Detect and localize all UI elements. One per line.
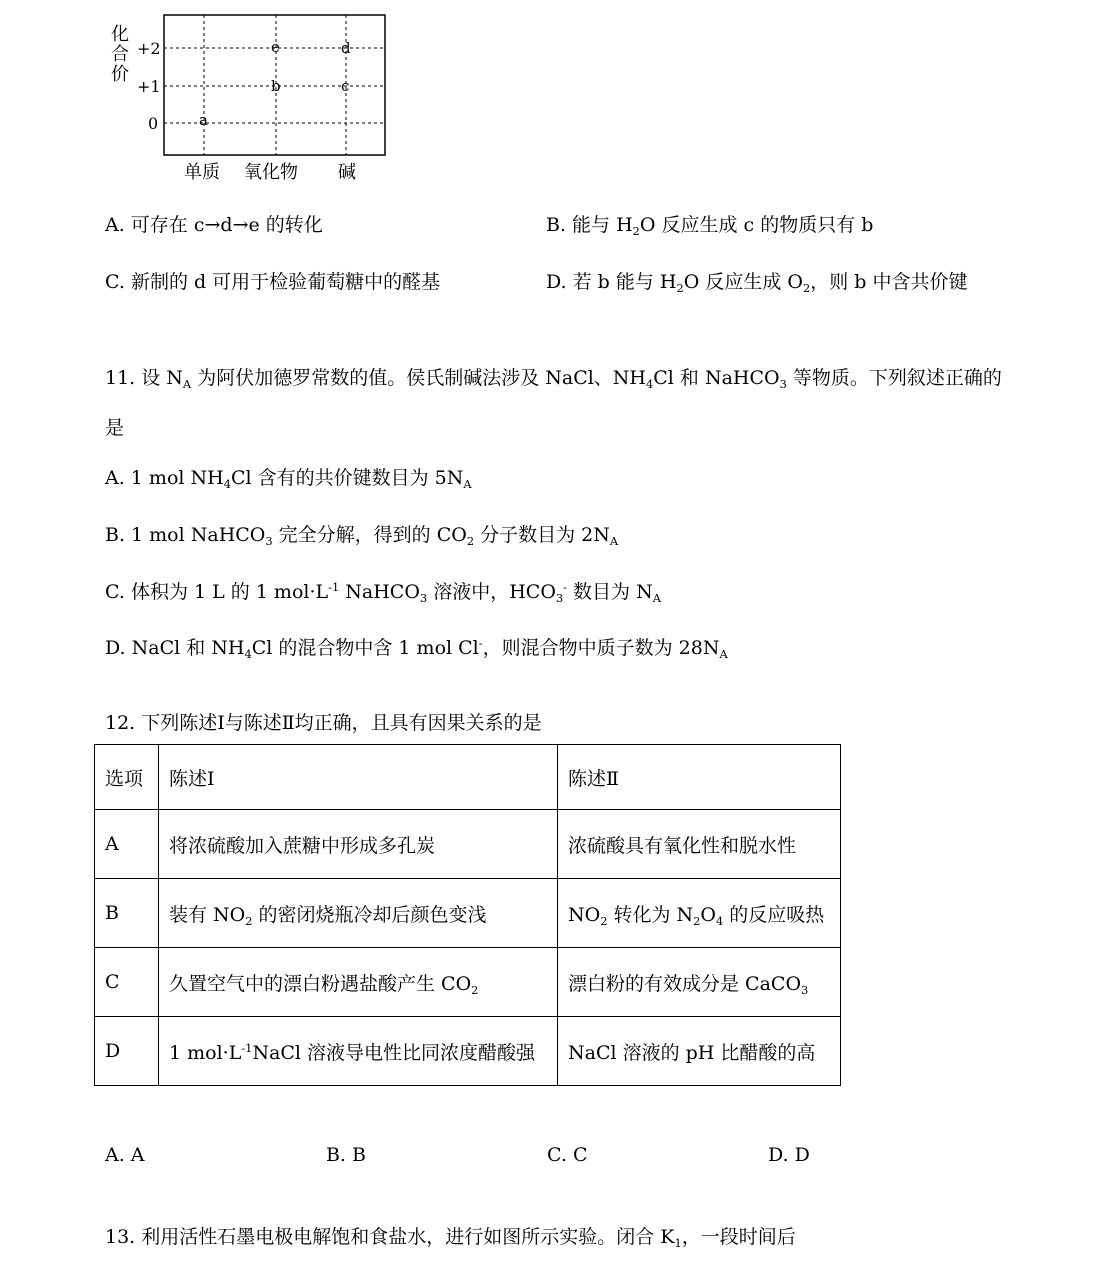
q12-stem: 12. 下列陈述Ⅰ与陈述Ⅱ均正确，且具有因果关系的是: [105, 712, 542, 734]
q11-option-a: A. 1 mol $NH_4Cl$ 含有的共价键数目为 $5N_A$: [105, 467, 472, 491]
table-row: [95, 879, 841, 948]
row-d-option: D: [95, 1017, 159, 1086]
point-b: b: [271, 77, 281, 95]
row-d-statement-1: 1 $mol\cdot L^{-1}NaCl$ 溶液导电性比同浓度醋酸强: [159, 1017, 558, 1086]
q12-answer-c: C. C: [547, 1144, 588, 1166]
xtick-oxide: 氧化物: [244, 162, 298, 183]
point-e: e: [271, 38, 280, 56]
q11-stem: 11. 设 $N_A$ 为阿伏加德罗常数的值。侯氏制碱法涉及 NaCl、$NH_4Cl$ 和 NaHCO$_3$ 等物质。下列叙述正确的: [105, 367, 1002, 391]
q13-stem: 13. 利用活性石墨电极电解饱和食盐水，进行如图所示实验。闭合 $K_1$，一段时间后: [105, 1226, 796, 1250]
q10-option-a: A. 可存在 c→d→e 的转化: [105, 214, 323, 236]
table-header-row: [95, 745, 841, 810]
ylabel-char-1: 化: [111, 24, 129, 45]
ytick-plus2: +2: [137, 39, 161, 58]
ylabel-char-2: 合: [111, 44, 129, 65]
q11-stem-continued: 是: [105, 417, 125, 439]
point-d: d: [341, 39, 351, 57]
table-row: [95, 1017, 841, 1086]
ytick-zero: 0: [148, 114, 159, 133]
q12-table: [94, 744, 841, 1086]
point-a: a: [199, 111, 208, 129]
row-b-statement-1: 装有 $NO_2$ 的密闭烧瓶冷却后颜色变浅: [159, 879, 558, 948]
ytick-plus1: +1: [137, 77, 161, 96]
row-d-statement-2: NaCl 溶液的 pH 比醋酸的高: [558, 1017, 841, 1086]
header-option: 选项: [95, 745, 159, 810]
point-c: c: [341, 77, 350, 95]
valence-diagram: [100, 10, 400, 190]
row-a-statement-1: 将浓硫酸加入蔗糖中形成多孔炭: [159, 810, 558, 879]
q12-answer-b: B. B: [326, 1144, 367, 1166]
q11-option-b: B. 1 mol NaHCO$_3$ 完全分解，得到的 $CO_2$ 分子数目为 $2N_A$: [105, 524, 619, 548]
xtick-base: 碱: [338, 162, 356, 183]
q10-option-b: B. 能与 $H_2O$ 反应生成 c 的物质只有 b: [546, 214, 874, 238]
row-b-option: B: [95, 879, 159, 948]
q10-option-d: D. 若 b 能与 $H_2O$ 反应生成 $O_2$，则 b 中含共价键: [546, 271, 968, 295]
row-a-statement-2: 浓硫酸具有氧化性和脱水性: [558, 810, 841, 879]
row-c-option: C: [95, 948, 159, 1017]
row-c-statement-1: 久置空气中的漂白粉遇盐酸产生 $CO_2$: [159, 948, 558, 1017]
header-statement-1: 陈述Ⅰ: [159, 745, 558, 810]
q11-option-d: D. NaCl 和 $NH_4Cl$ 的混合物中含 1 mol Cl-，则混合物中质子数为 $28N_A$: [105, 636, 728, 661]
q11-option-c: C. 体积为 1 L 的 1 $mol\cdot L^{-1}$ NaHCO$_3$ 溶液中，$HCO_3^-$ 数目为 $N_A$: [105, 580, 661, 605]
table-row: [95, 948, 841, 1017]
xtick-elemental: 单质: [184, 162, 220, 183]
q12-answer-a: A. A: [105, 1144, 145, 1166]
header-statement-2: 陈述Ⅱ: [558, 745, 841, 810]
row-a-option: A: [95, 810, 159, 879]
row-c-statement-2: 漂白粉的有效成分是 CaCO$_3$: [558, 948, 841, 1017]
ylabel-char-3: 价: [111, 64, 129, 85]
q10-option-c: C. 新制的 d 可用于检验葡萄糖中的醛基: [105, 271, 441, 293]
row-b-statement-2: $NO_2$ 转化为 $N_2O_4$ 的反应吸热: [558, 879, 841, 948]
q12-answer-d: D. D: [768, 1144, 810, 1166]
table-row: [95, 810, 841, 879]
